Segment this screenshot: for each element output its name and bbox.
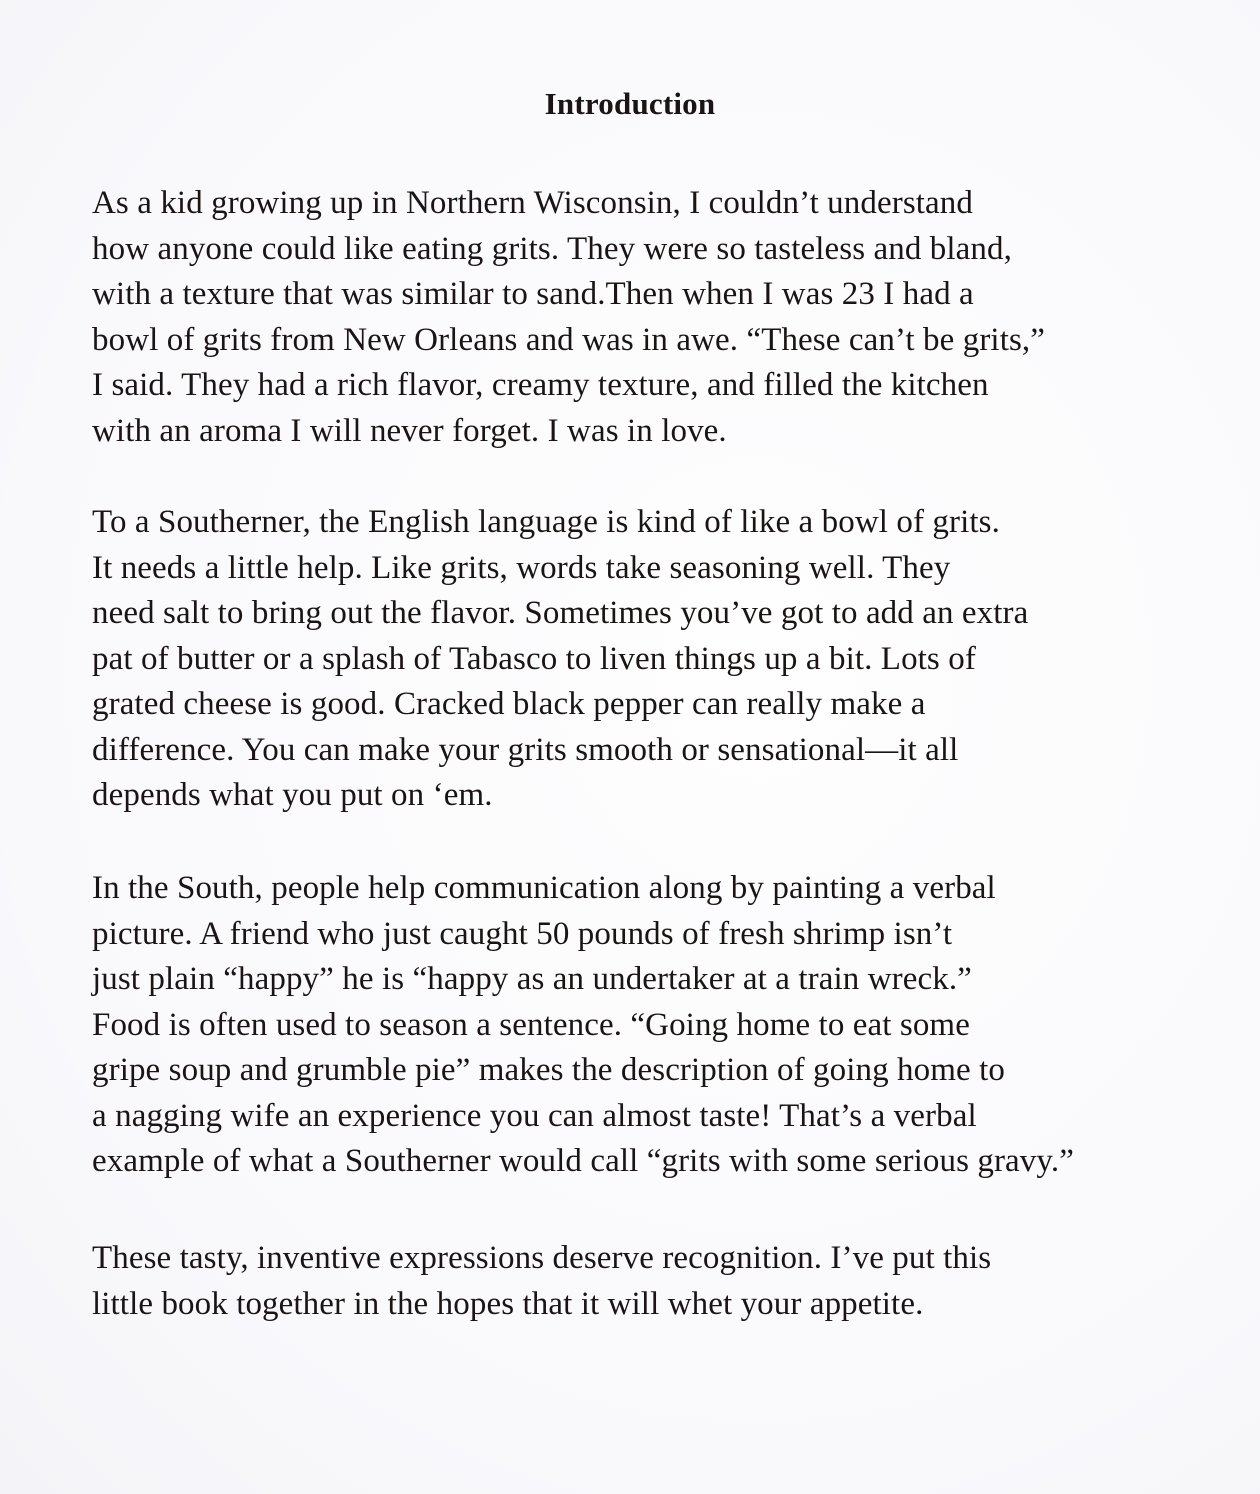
paragraph-line: These tasty, inventive expressions deserve recognition. I’ve put this	[92, 1240, 992, 1276]
paragraph-line: with an aroma I will never forget. I was in love.	[92, 412, 727, 449]
paragraph-line: little book together in the hopes that it will whet your appetite.	[92, 1285, 924, 1322]
paragraph-line: how anyone could like eating grits. They were so tasteless and bland,	[92, 230, 1012, 267]
paragraph-4	[92, 1236, 1202, 1327]
paragraph-line: pat of butter or a splash of Tabasco to liven things up a bit. Lots of	[92, 640, 976, 677]
paragraph-line: with a texture that was similar to sand.Then when I was 23 I had a	[92, 276, 974, 312]
paragraph-line: To a Southerner, the English language is kind of like a bowl of grits.	[92, 504, 1000, 540]
paragraph-1	[92, 181, 1202, 454]
paragraph-line: As a kid growing up in Northern Wisconsin, I couldn’t understand	[92, 185, 973, 221]
paragraph-line: It needs a little help. Like grits, words take seasoning well. They	[92, 549, 951, 586]
paragraph-line: gripe soup and grumble pie” makes the description of going home to	[92, 1052, 1005, 1088]
paragraph-2	[92, 500, 1202, 819]
page-title: Introduction	[544, 86, 716, 121]
paragraph-line: just plain “happy” he is “happy as an undertaker at a train wreck.”	[92, 961, 972, 997]
paragraph-line: example of what a Southerner would call “grits with some serious gravy.”	[92, 1143, 1074, 1179]
paragraph-3	[92, 866, 1202, 1185]
paragraph-line: depends what you put on ‘em.	[92, 777, 493, 813]
paragraph-line: Food is often used to season a sentence. “Going home to eat some	[92, 1006, 970, 1043]
paragraph-line: I said. They had a rich flavor, creamy texture, and filled the kitchen	[92, 367, 989, 403]
paragraph-line: a nagging wife an experience you can almost taste! That’s a verbal	[92, 1097, 977, 1134]
paragraph-line: picture. A friend who just caught 50 pounds of fresh shrimp isn’t	[92, 915, 953, 952]
paragraph-line: bowl of grits from New Orleans and was in awe. “These can’t be grits,”	[92, 321, 1046, 358]
paragraph-line: grated cheese is good. Cracked black pepper can really make a	[92, 686, 926, 722]
paragraph-line: In the South, people help communication along by painting a verbal	[92, 870, 996, 906]
paragraph-line: difference. You can make your grits smooth or sensational—it all	[92, 731, 959, 768]
paragraph-line: need salt to bring out the flavor. Sometimes you’ve got to add an extra	[92, 595, 1029, 631]
